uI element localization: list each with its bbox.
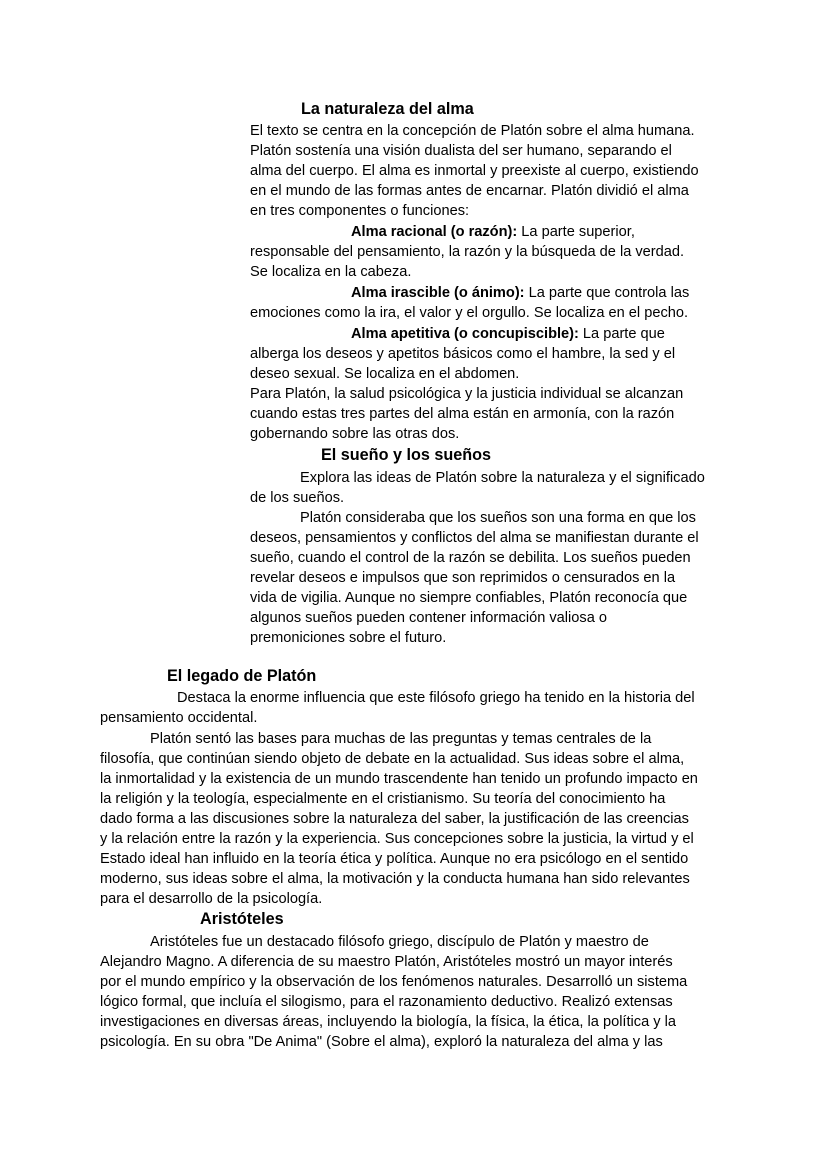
paragraph-line: El texto se centra en la concepción de Platón sobre el alma humana. [250, 123, 695, 139]
paragraph-line: Para Platón, la salud psicológica y la justicia individual se alcanzan [250, 386, 684, 402]
paragraph-line: y la relación entre la razón y la experiencia. Sus concepciones sobre la justicia, la virtud y el [100, 831, 694, 847]
paragraph-line: cuando estas tres partes del alma están en armonía, con la razón [250, 406, 675, 422]
paragraph-line: Platón consideraba que los sueños son una forma en que los [300, 510, 696, 526]
paragraph-line: Destaca la enorme influencia que este filósofo griego ha tenido en la historia del [177, 690, 695, 706]
paragraph-line: Estado ideal han influido en la teoría ética y política. Aunque no era psicólogo en el sentido [100, 851, 689, 867]
list-item-alma-racional [351, 222, 635, 242]
paragraph-line: vida de vigilia. Aunque no siempre confiables, Platón reconocía que [250, 590, 688, 606]
term-alma-apetitiva: Alma apetitiva (o concupiscible): [351, 326, 579, 342]
paragraph-line: lógico formal, que incluía el silogismo, para el razonamiento deductivo. Realizó extensas [100, 994, 673, 1010]
paragraph-line: la inmortalidad y la existencia de un mundo trascendente han tenido un profundo impacto en [100, 771, 698, 787]
paragraph-line: Platón sentó las bases para muchas de las preguntas y temas centrales de la [150, 731, 652, 747]
heading-legado: El legado de Platón [167, 667, 317, 685]
paragraph-line: sueño, cuando el control de la razón se debilita. Los sueños pueden [250, 550, 691, 566]
list-item-alma-irascible [351, 283, 689, 303]
paragraph-line: de los sueños. [250, 490, 345, 506]
paragraph-line: Explora las ideas de Platón sobre la naturaleza y el significado [300, 470, 705, 486]
paragraph-line: Alejandro Magno. A diferencia de su maestro Platón, Aristóteles mostró un mayor interés [100, 954, 673, 970]
paragraph-line: alma del cuerpo. El alma es inmortal y preexiste al cuerpo, existiendo [250, 163, 699, 179]
paragraph-line: en el mundo de las formas antes de encarnar. Platón dividió el alma [250, 183, 689, 199]
paragraph-line: investigaciones en diversas áreas, incluyendo la biología, la física, la ética, la política y la [100, 1014, 676, 1030]
paragraph-line: dado forma a las discusiones sobre la naturaleza del saber, la justificación de las creencias [100, 811, 689, 827]
paragraph-line: gobernando sobre las otras dos. [250, 426, 460, 442]
paragraph-line: moderno, sus ideas sobre el alma, la motivación y la conducta humana han sido relevantes [100, 871, 690, 887]
heading-naturaleza-alma: La naturaleza del alma [301, 100, 474, 118]
paragraph-line: en tres componentes o funciones: [250, 203, 470, 219]
paragraph-line: la religión y la teología, especialmente en el cristianismo. Su teoría del conocimiento ha [100, 791, 666, 807]
heading-aristoteles: Aristóteles [200, 910, 284, 928]
list-item-text: La parte que [578, 326, 665, 342]
list-item-alma-apetitiva [351, 324, 665, 344]
paragraph-line: deseo sexual. Se localiza en el abdomen. [250, 366, 520, 382]
paragraph-line: responsable del pensamiento, la razón y la búsqueda de la verdad. [250, 244, 685, 260]
paragraph-line: filosofía, que continúan siendo objeto de debate en la actualidad. Sus ideas sobre el alma, [100, 751, 685, 767]
paragraph-line: algunos sueños pueden contener información valiosa o [250, 610, 607, 626]
paragraph-line: por el mundo empírico y la observación de los fenómenos naturales. Desarrolló un sistema [100, 974, 688, 990]
paragraph-line: para el desarrollo de la psicología. [100, 891, 323, 907]
paragraph-line: premoniciones sobre el futuro. [250, 630, 447, 646]
heading-sueno: El sueño y los sueños [321, 446, 492, 464]
paragraph-line: Aristóteles fue un destacado filósofo griego, discípulo de Platón y maestro de [150, 934, 649, 950]
term-alma-irascible: Alma irascible (o ánimo): [351, 285, 525, 301]
paragraph-line: pensamiento occidental. [100, 710, 258, 726]
paragraph-line: deseos, pensamientos y conflictos del alma se manifiestan durante el [250, 530, 699, 546]
paragraph-line: psicología. En su obra "De Anima" (Sobre el alma), exploró la naturaleza del alma y las [100, 1034, 663, 1050]
paragraph-line: Se localiza en la cabeza. [250, 264, 412, 280]
paragraph-line: Platón sostenía una visión dualista del ser humano, separando el [250, 143, 672, 159]
paragraph-line: emociones como la ira, el valor y el orgullo. Se localiza en el pecho. [250, 305, 689, 321]
list-item-text: La parte que controla las [524, 285, 690, 301]
paragraph-line: alberga los deseos y apetitos básicos como el hambre, la sed y el [250, 346, 676, 362]
paragraph-line: revelar deseos e impulsos que son reprimidos o censurados en la [250, 570, 676, 586]
term-alma-racional: Alma racional (o razón): [351, 224, 518, 240]
list-item-text: La parte superior, [517, 224, 635, 240]
